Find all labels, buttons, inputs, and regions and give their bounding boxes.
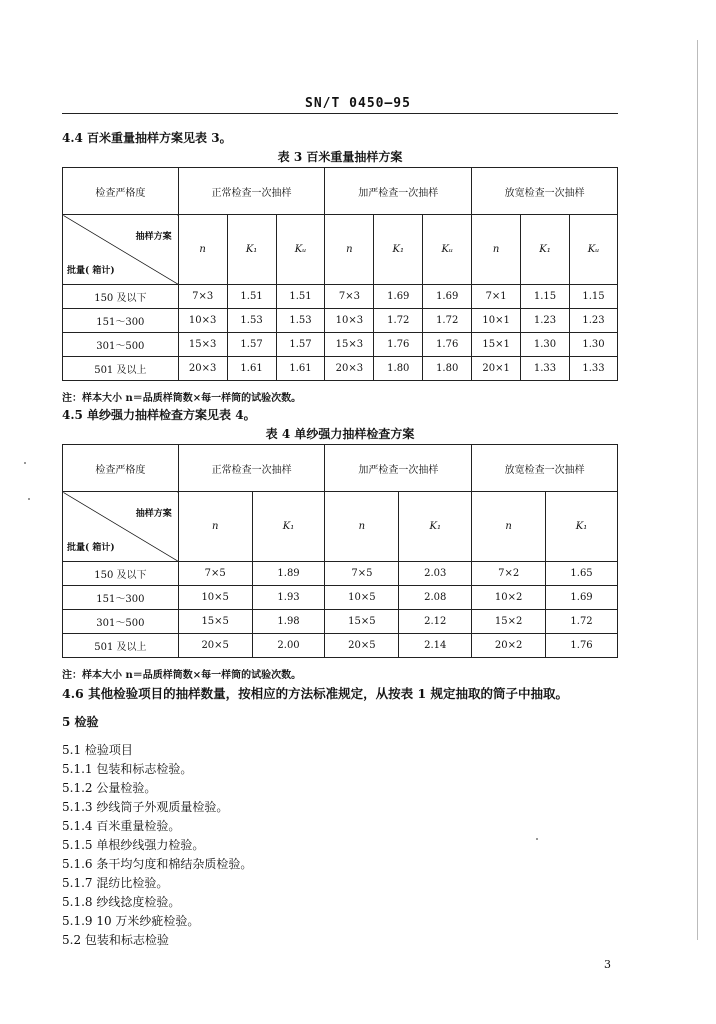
table3-sub-header: K₁ <box>374 215 423 285</box>
table3-row-label: 150 及以下 <box>63 285 179 309</box>
page-number: 3 <box>604 958 611 971</box>
table3-cell: 1.30 <box>569 333 617 357</box>
table4-sub-header: K₁ <box>252 492 325 562</box>
list-item: 5.1.2 公量检验。 <box>62 781 157 795</box>
table4 <box>62 444 618 658</box>
table4-row-label: 501 及以上 <box>63 634 179 658</box>
table3-cell: 1.72 <box>423 309 472 333</box>
table3-cell: 10×3 <box>325 309 374 333</box>
table4-group-tightened: 加严检查一次抽样 <box>325 445 472 492</box>
table3-cell: 20×1 <box>472 357 521 381</box>
table4-diagonal-header <box>63 492 179 562</box>
table4-group-reduced: 放宽检查一次抽样 <box>472 445 618 492</box>
table3-cell: 1.33 <box>521 357 570 381</box>
table4-header-strictness: 检查严格度 <box>63 445 179 492</box>
table3-row <box>63 285 618 309</box>
table3-cell: 7×3 <box>325 285 374 309</box>
section-4-5: 4.5 单纱强力抽样检查方案见表 4。 <box>62 408 256 422</box>
table4-cell: 2.08 <box>399 586 472 610</box>
table3-diag-bottom-label: 批量( 箱计) <box>67 266 115 276</box>
table3-cell: 10×1 <box>472 309 521 333</box>
table4-cell: 10×5 <box>325 586 399 610</box>
table4-sub-header: K₁ <box>399 492 472 562</box>
table4-cell: 1.89 <box>252 562 325 586</box>
table3-cell: 20×3 <box>178 357 227 381</box>
table3-cell: 1.72 <box>374 309 423 333</box>
table3-sub-header: n <box>325 215 374 285</box>
table4-sub-header: n <box>178 492 252 562</box>
table4-cell: 2.00 <box>252 634 325 658</box>
table3-cell: 7×1 <box>472 285 521 309</box>
table3-row <box>63 333 618 357</box>
table3-cell: 1.57 <box>227 333 276 357</box>
scan-speck <box>24 462 26 464</box>
table3-caption: 表 3 百米重量抽样方案 <box>277 150 403 164</box>
table3-sub-header: K₁ <box>521 215 570 285</box>
section-4-6: 4.6 其他检验项目的抽样数量，按相应的方法标准规定，从按表 1 规定抽取的筒子中抽取。 <box>62 686 569 701</box>
table3-sub-header: Kᵤ <box>569 215 617 285</box>
table3-cell: 1.57 <box>276 333 325 357</box>
table3-cell: 1.30 <box>521 333 570 357</box>
table4-row <box>63 586 618 610</box>
table4-cell: 20×5 <box>178 634 252 658</box>
list-item: 5.1.7 混纺比检验。 <box>62 876 169 890</box>
table3-sub-header: K₁ <box>227 215 276 285</box>
section-4-4: 4.4 百米重量抽样方案见表 3。 <box>62 131 232 145</box>
table4-cell: 1.76 <box>546 634 618 658</box>
table3-row-label: 151～300 <box>63 309 179 333</box>
table3-note: 注：样本大小 n＝品质样筒数×每一样筒的试验次数。 <box>62 393 302 404</box>
table4-cell: 2.14 <box>399 634 472 658</box>
list-item: 5.1 检验项目 <box>62 743 133 757</box>
table3-cell: 1.69 <box>423 285 472 309</box>
table3-cell: 1.80 <box>374 357 423 381</box>
table3-sub-header: n <box>472 215 521 285</box>
table4-diag-top-label: 抽样方案 <box>135 509 172 519</box>
header-rule <box>62 113 618 114</box>
table4-cell: 10×5 <box>178 586 252 610</box>
table4-cell: 2.12 <box>399 610 472 634</box>
table4-cell: 1.65 <box>546 562 618 586</box>
table4-cell: 20×5 <box>325 634 399 658</box>
table4-cell: 15×2 <box>472 610 546 634</box>
table3-cell: 1.61 <box>276 357 325 381</box>
table4-cell: 20×2 <box>472 634 546 658</box>
table3-row <box>63 309 618 333</box>
list-item: 5.1.4 百米重量检验。 <box>62 819 181 833</box>
table3-diagonal-header <box>63 215 179 285</box>
table4-cell: 1.93 <box>252 586 325 610</box>
table3-sub-header: Kᵤ <box>276 215 325 285</box>
table4-cell: 15×5 <box>325 610 399 634</box>
table4-row <box>63 610 618 634</box>
table3-cell: 1.53 <box>227 309 276 333</box>
table3-cell: 15×3 <box>178 333 227 357</box>
table3-diag-top-label: 抽样方案 <box>135 232 172 242</box>
table4-note: 注：样本大小 n＝品质样筒数×每一样筒的试验次数。 <box>62 670 302 681</box>
table4-row-label: 150 及以下 <box>63 562 179 586</box>
table4-row <box>63 634 618 658</box>
table4-diag-bottom-label: 批量( 箱计) <box>67 543 115 553</box>
table4-cell: 1.69 <box>546 586 618 610</box>
table3-group-tightened: 加严检查一次抽样 <box>325 168 472 215</box>
list-item: 5.1.9 10 万米纱疵检验。 <box>62 914 200 928</box>
table3-group-reduced: 放宽检查一次抽样 <box>472 168 618 215</box>
table3-cell: 1.69 <box>374 285 423 309</box>
table3-cell: 10×3 <box>178 309 227 333</box>
table4-cell: 2.03 <box>399 562 472 586</box>
scan-edge <box>697 40 698 940</box>
table3-sub-header: Kᵤ <box>423 215 472 285</box>
table3-cell: 1.23 <box>569 309 617 333</box>
list-item: 5.1.5 单根纱线强力检验。 <box>62 838 205 852</box>
table4-cell: 10×2 <box>472 586 546 610</box>
table4-cell: 7×2 <box>472 562 546 586</box>
table3-cell: 1.76 <box>374 333 423 357</box>
table3-cell: 1.76 <box>423 333 472 357</box>
table3-cell: 1.51 <box>227 285 276 309</box>
table4-cell: 7×5 <box>325 562 399 586</box>
table3-cell: 1.33 <box>569 357 617 381</box>
table3-group-normal: 正常检查一次抽样 <box>178 168 325 215</box>
table3-cell: 1.61 <box>227 357 276 381</box>
table4-sub-header: n <box>472 492 546 562</box>
table3 <box>62 167 618 381</box>
table3-row-label: 501 及以上 <box>63 357 179 381</box>
scan-speck <box>28 498 30 500</box>
table3-cell: 1.15 <box>521 285 570 309</box>
table4-sub-header: K₁ <box>546 492 618 562</box>
list-item: 5.1.6 条干均匀度和棉结杂质检验。 <box>62 857 253 871</box>
list-item: 5.1.8 纱线捻度检验。 <box>62 895 181 909</box>
table4-row-label: 301～500 <box>63 610 179 634</box>
table3-cell: 7×3 <box>178 285 227 309</box>
list-item: 5.2 包装和标志检验 <box>62 933 169 947</box>
table3-cell: 1.15 <box>569 285 617 309</box>
list-item: 5.1.1 包装和标志检验。 <box>62 762 193 776</box>
table3-cell: 1.23 <box>521 309 570 333</box>
table4-cell: 15×5 <box>178 610 252 634</box>
standard-code-header: SN/T 0450—95 <box>305 96 411 111</box>
table4-cell: 1.98 <box>252 610 325 634</box>
list-item: 5.1.3 纱线筒子外观质量检验。 <box>62 800 229 814</box>
scan-speck <box>536 838 538 840</box>
table3-row <box>63 357 618 381</box>
table4-caption: 表 4 单纱强力抽样检查方案 <box>265 427 415 441</box>
table4-row <box>63 562 618 586</box>
table3-cell: 15×3 <box>325 333 374 357</box>
table3-cell: 1.80 <box>423 357 472 381</box>
table4-sub-header: n <box>325 492 399 562</box>
table4-group-normal: 正常检查一次抽样 <box>178 445 325 492</box>
table4-cell: 1.72 <box>546 610 618 634</box>
table3-cell: 1.53 <box>276 309 325 333</box>
table3-header-strictness: 检查严格度 <box>63 168 179 215</box>
table4-row-label: 151～300 <box>63 586 179 610</box>
section-5-heading: 5 检验 <box>62 715 99 729</box>
table3-row-label: 301～500 <box>63 333 179 357</box>
table3-cell: 1.51 <box>276 285 325 309</box>
table4-cell: 7×5 <box>178 562 252 586</box>
table3-cell: 20×3 <box>325 357 374 381</box>
table3-cell: 15×1 <box>472 333 521 357</box>
table3-sub-header: n <box>178 215 227 285</box>
